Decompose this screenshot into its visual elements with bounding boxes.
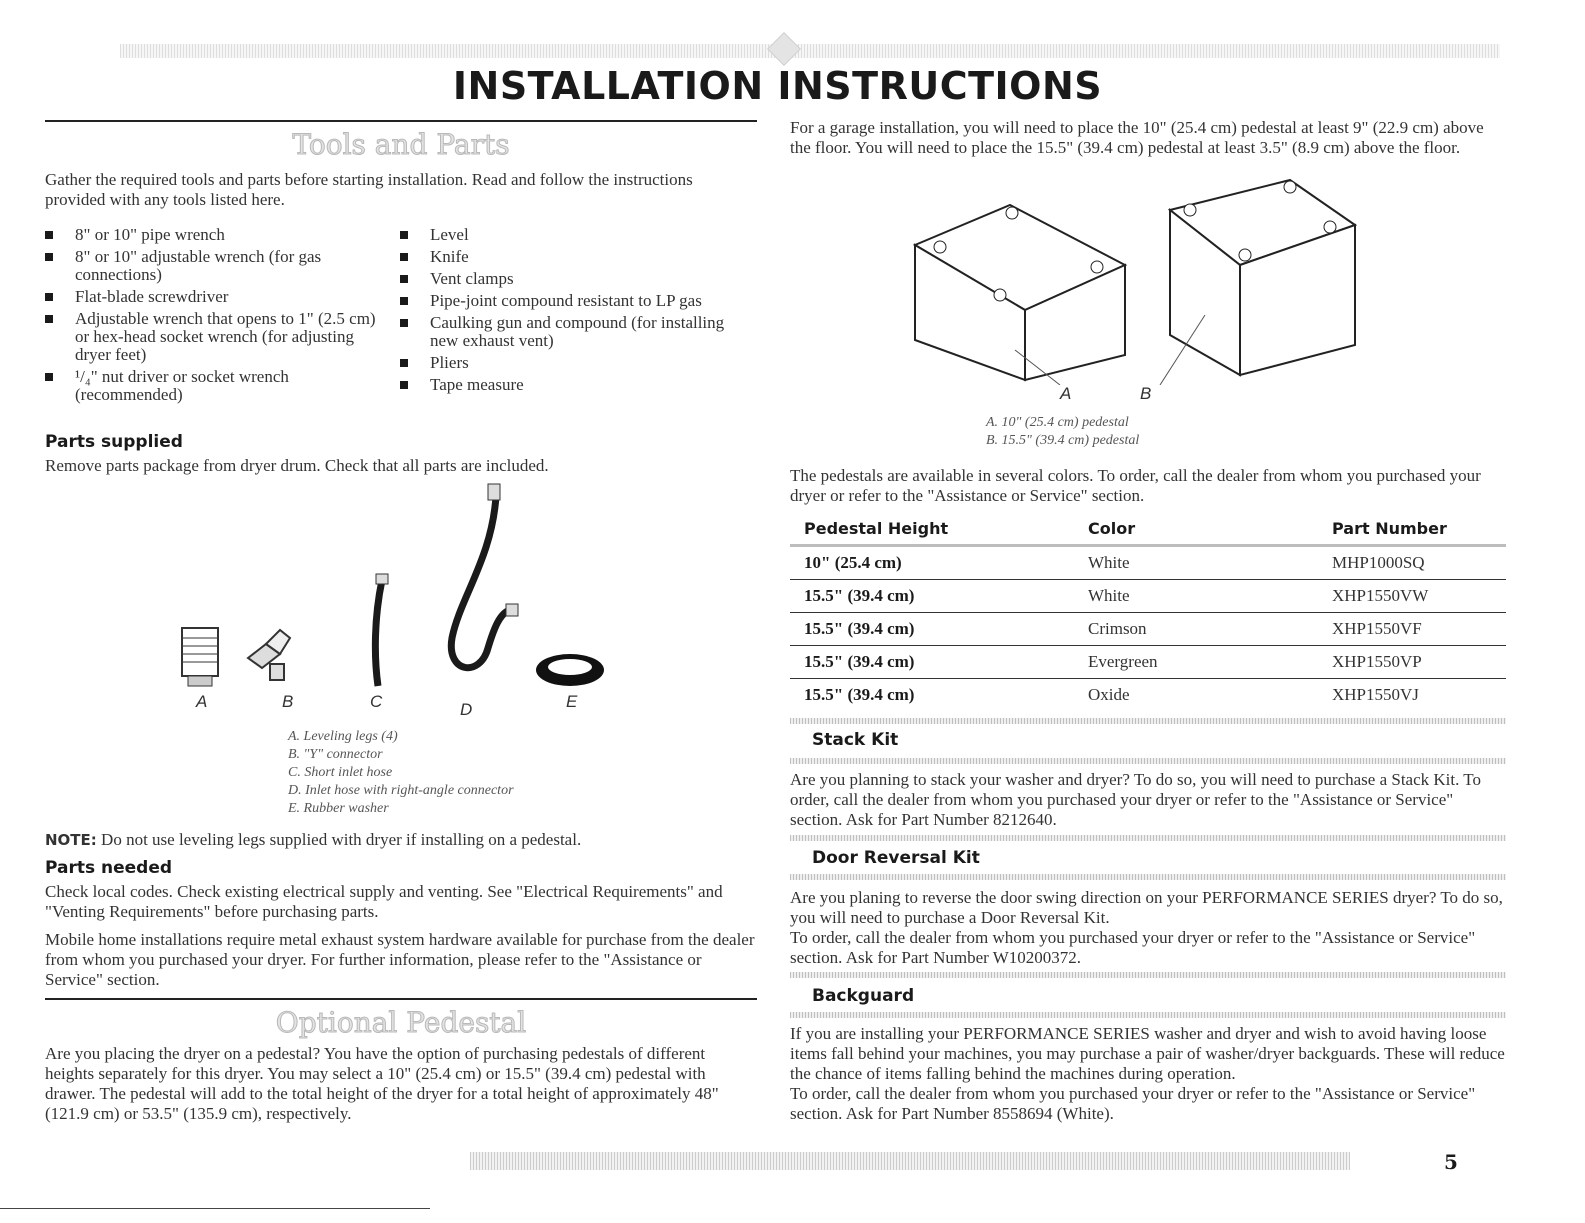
table-row — [790, 613, 1506, 646]
tools-list-left — [45, 226, 385, 408]
caption-line: C. Short inlet hose — [288, 765, 393, 780]
caption-line: A. Leveling legs (4) — [288, 729, 398, 744]
list-item: 8" or 10" pipe wrench — [45, 226, 385, 244]
section-title-tools: Tools and Parts — [292, 128, 510, 161]
caption-line: E. Rubber washer — [288, 801, 389, 816]
short-inlet-hose-icon — [375, 574, 388, 686]
table-cell: Oxide — [1088, 685, 1130, 704]
table-header: Color — [1074, 512, 1318, 546]
table-cell: White — [1074, 546, 1318, 580]
parts-captions — [288, 728, 608, 818]
list-item: ¹/₄" nut driver or socket wrench (recommended) — [45, 368, 385, 404]
footer-ornament-rule — [470, 1152, 1350, 1170]
table-cell: 15.5" (39.4 cm) — [804, 685, 915, 704]
section-hatch-divider — [790, 1012, 1506, 1018]
caption-line: B. 15.5" (39.4 cm) pedestal — [986, 433, 1140, 448]
page-number: 5 — [1444, 1150, 1458, 1174]
pedestal-15-icon — [1170, 180, 1355, 375]
figure-letter: C — [370, 692, 383, 711]
list-item: Caulking gun and compound (for installing new exhaust vent) — [400, 314, 745, 350]
section-title-pedestal: Optional Pedestal — [275, 1006, 527, 1039]
leveling-leg-icon — [182, 628, 218, 686]
backguard-title: Backguard — [812, 986, 915, 1006]
pedestal-captions — [986, 414, 1306, 450]
inlet-hose-right-angle-icon — [451, 484, 518, 668]
parts-needed-heading: Parts needed — [45, 858, 173, 878]
section-hatch-divider — [790, 972, 1506, 978]
door-kit-text-1: Are you planing to reverse the door swing direction on your PERFORMANCE SERIES dryer? To do so, you will need to purchase a Door Reversal Kit. — [790, 888, 1503, 927]
pedestal-table — [790, 512, 1506, 711]
parts-needed-text-2: Mobile home installations require metal exhaust system hardware available for purchase from the dealer from whom you purchased your dryer. For further information, please refer to the "Assistance or Service" section. — [45, 930, 755, 989]
section-hatch-divider — [790, 718, 1506, 724]
table-cell: 15.5" (39.4 cm) — [790, 646, 1074, 679]
table-row — [790, 679, 1506, 712]
section-hatch-divider — [790, 758, 1506, 764]
figure-letter: A — [1060, 384, 1072, 403]
section-hatch-divider — [790, 835, 1506, 841]
caption-line: D. Inlet hose with right-angle connector — [288, 783, 514, 798]
list-item: Vent clamps — [400, 270, 745, 288]
figure-letter: D — [460, 700, 473, 719]
table-header: Part Number — [1318, 512, 1506, 546]
rubber-washer-icon — [536, 654, 604, 686]
backguard-text-1: If you are installing your PERFORMANCE SERIES washer and dryer and wish to avoid having loose items fall behind your machines, you may purchase a pair of washer/dryer backguards. These will reduce the chance of items falling behind the machines during operation. — [790, 1024, 1505, 1083]
note-text: Do not use leveling legs supplied with dryer if installing on a pedestal. — [96, 830, 582, 849]
pedestal-text: Are you placing the dryer on a pedestal? You have the option of purchasing pedestals of different heights separately for this dryer. You may select a 10" (25.4 cm) or 15.5" (39.4 cm) pedestal with drawer. The pedestal will add to the total height of the dryer for a total height of approximately 48" (121.9 cm) or 53.5" (135.9 cm), respectively. — [45, 1044, 719, 1123]
parts-needed-text-1: Check local codes. Check existing electrical supply and venting. See "Electrical Requirements" and "Venting Requirements" before purchasing parts. — [45, 882, 723, 921]
pedestal-colors-text: The pedestals are available in several colors. To order, call the dealer from whom you purchased your dryer or refer to the "Assistance or Service" section. — [790, 466, 1481, 505]
stack-kit-text: Are you planning to stack your washer and dryer? To do so, you will need to purchase a Stack Kit. To order, call the dealer from whom you purchased your dryer or refer to the "Assistance or Service" section. Ask for Part Number 8212640. — [790, 770, 1481, 829]
caption-line: A. 10" (25.4 cm) pedestal — [986, 415, 1129, 430]
section-hatch-divider — [790, 874, 1506, 880]
figure-letter: B — [1140, 384, 1152, 403]
note-label: NOTE: — [45, 831, 97, 849]
parts-illustration — [170, 478, 630, 688]
parts-supplied-text: Remove parts package from dryer drum. Check that all parts are included. — [45, 456, 549, 475]
table-cell: XHP1550VJ — [1332, 685, 1419, 704]
y-connector-icon — [248, 630, 290, 680]
parts-supplied-heading: Parts supplied — [45, 432, 183, 452]
section-divider — [45, 998, 757, 1000]
backguard-text-2: To order, call the dealer from whom you purchased your dryer or refer to the "Assistance or Service" section. Ask for Part Number 8558694 (White). — [790, 1084, 1476, 1123]
list-item: Tape measure — [400, 376, 745, 394]
table-cell: XHP1550VF — [1318, 613, 1506, 646]
table-cell: Crimson — [1074, 613, 1318, 646]
parts-note — [45, 830, 755, 850]
pedestal-illustration — [900, 175, 1370, 385]
section-divider — [45, 120, 757, 122]
tools-list-right — [400, 226, 745, 398]
door-kit-title: Door Reversal Kit — [812, 848, 980, 868]
list-item: Flat-blade screwdriver — [45, 288, 385, 306]
list-item: Pipe-joint compound resistant to LP gas — [400, 292, 745, 310]
page-title: INSTALLATION INSTRUCTIONS — [452, 64, 1103, 108]
diamond-ornament-icon — [767, 32, 801, 66]
table-header-row — [790, 512, 1506, 546]
table-cell: Evergreen — [1074, 646, 1318, 679]
figure-letter: E — [566, 692, 578, 711]
list-item: Adjustable wrench that opens to 1" (2.5 cm) or hex-head socket wrench (for adjusting dryer feet) — [45, 310, 385, 364]
table-cell: XHP1550VW — [1318, 580, 1506, 613]
table-cell: MHP1000SQ — [1318, 546, 1506, 580]
table-cell: XHP1550VP — [1318, 646, 1506, 679]
list-item: 8" or 10" adjustable wrench (for gas connections) — [45, 248, 385, 284]
table-cell: White — [1074, 580, 1318, 613]
table-header: Pedestal Height — [790, 512, 1074, 546]
caption-line: B. "Y" connector — [288, 747, 383, 762]
tools-intro: Gather the required tools and parts before starting installation. Read and follow the instructions provided with any tools listed here. — [45, 170, 693, 209]
footer-edge-line — [0, 1208, 430, 1209]
door-kit-text-2: To order, call the dealer from whom you purchased your dryer or refer to the "Assistance or Service" section. Ask for Part Number W10200372. — [790, 928, 1476, 967]
table-row — [790, 646, 1506, 679]
stack-kit-title: Stack Kit — [812, 730, 899, 750]
list-item: Level — [400, 226, 745, 244]
table-cell: 15.5" (39.4 cm) — [790, 580, 1074, 613]
table-row — [790, 546, 1506, 580]
table-cell: 15.5" (39.4 cm) — [790, 613, 1074, 646]
figure-letter: A — [196, 692, 208, 711]
table-row — [790, 580, 1506, 613]
table-cell: 10" (25.4 cm) — [790, 546, 1074, 580]
header-ornament-rule — [120, 44, 1500, 58]
list-item: Knife — [400, 248, 745, 266]
figure-letter: B — [282, 692, 294, 711]
list-item: Pliers — [400, 354, 745, 372]
garage-text: For a garage installation, you will need to place the 10" (25.4 cm) pedestal at least 9" (22.9 cm) above the floor. You will need to place the 15.5" (39.4 cm) pedestal at least 3.5" (8.9 cm) above the floor. — [790, 118, 1484, 157]
